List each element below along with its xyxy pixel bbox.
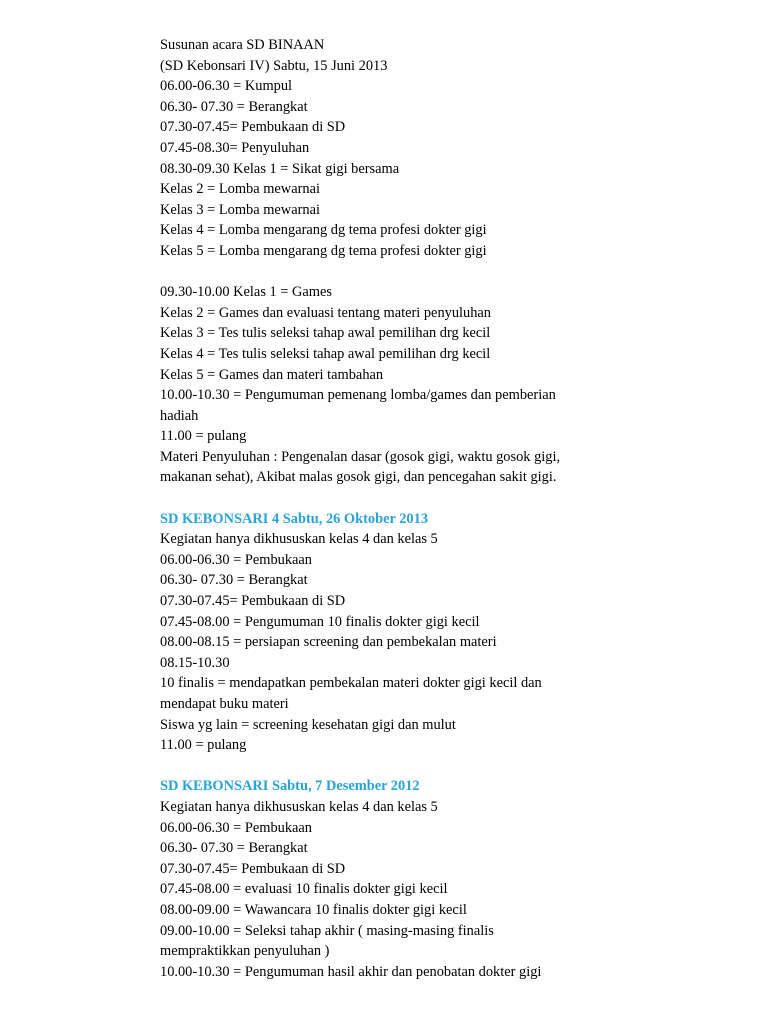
blank-line [160, 488, 750, 509]
text-line: 06.00-06.30 = Kumpul [160, 78, 293, 95]
text-line: makanan sehat), Akibat malas gosok gigi, dan pencegahan sakit gigi. [160, 469, 557, 486]
text-line: (SD Kebonsari IV) Sabtu, 15 Juni 2013 [160, 57, 388, 74]
section-heading: SD KEBONSARI Sabtu, 7 Desember 2012 [160, 778, 420, 795]
text-line: Susunan acara SD BINAAN [160, 37, 325, 53]
text-line: 10.00-10.30 = Pengumuman hasil akhir dan penobatan dokter gigi [160, 963, 542, 980]
text-line: 08.00-08.15 = persiapan screening dan pembekalan materi [160, 634, 497, 651]
text-line: 07.30-07.45= Pembukaan di SD [160, 593, 346, 610]
text-line: Kegiatan hanya dikhususkan kelas 4 dan kelas 5 [160, 798, 438, 815]
text-line: 08.00-09.00 = Wawancara 10 finalis dokter gigi kecil [160, 901, 467, 918]
blank-line [160, 262, 750, 283]
text-line: Kelas 2 = Games dan evaluasi tentang materi penyuluhan [160, 304, 491, 321]
text-line: 06.00-06.30 = Pembukaan [160, 819, 313, 836]
text-line: 07.45-08.00 = evaluasi 10 finalis dokter gigi kecil [160, 881, 448, 898]
text-line: 07.30-07.45= Pembukaan di SD [160, 860, 346, 877]
text-line: Kegiatan hanya dikhususkan kelas 4 dan kelas 5 [160, 531, 438, 548]
section-heading: SD KEBONSARI 4 Sabtu, 26 Oktober 2013 [160, 510, 429, 527]
text-line: 07.30-07.45= Pembukaan di SD [160, 119, 346, 136]
schedule-section-2 [160, 509, 750, 756]
text-line: 06.00-06.30 = Pembukaan [160, 551, 313, 568]
text-line: 07.45-08.00 = Pengumuman 10 finalis dokter gigi kecil [160, 613, 480, 630]
text-line: 10 finalis = mendapatkan pembekalan materi dokter gigi kecil dan [160, 675, 542, 692]
text-line: 07.45-08.30= Penyuluhan [160, 139, 310, 156]
text-line: 09.00-10.00 = Seleksi tahap akhir ( masing-masing finalis [160, 922, 494, 939]
text-line: 09.30-10.00 Kelas 1 = Games [160, 284, 332, 301]
text-line: Kelas 5 = Lomba mengarang dg tema profesi dokter gigi [160, 242, 487, 259]
text-line: hadiah [160, 407, 199, 424]
text-line: Materi Penyuluhan : Pengenalan dasar (gosok gigi, waktu gosok gigi, [160, 448, 561, 465]
text-line: Kelas 4 = Lomba mengarang dg tema profesi dokter gigi [160, 222, 487, 239]
text-line: 06.30- 07.30 = Berangkat [160, 840, 308, 857]
text-line: Kelas 2 = Lomba mewarnai [160, 181, 320, 198]
text-line: Kelas 4 = Tes tulis seleksi tahap awal pemilihan drg kecil [160, 345, 491, 362]
schedule-section-3 [160, 776, 750, 982]
text-line: Kelas 5 = Games dan materi tambahan [160, 366, 384, 383]
text-line: 11.00 = pulang [160, 428, 247, 445]
blank-line [160, 756, 750, 777]
text-line: 06.30- 07.30 = Berangkat [160, 98, 308, 115]
text-line: Kelas 3 = Tes tulis seleksi tahap awal pemilihan drg kecil [160, 325, 491, 342]
text-line: 08.15-10.30 [160, 654, 230, 671]
schedule-section-1 [160, 35, 750, 488]
text-line: mendapat buku materi [160, 696, 289, 712]
text-line: Kelas 3 = Lomba mewarnai [160, 201, 320, 218]
text-line: mempraktikkan penyuluhan ) [160, 943, 330, 960]
document-body [160, 35, 750, 982]
text-line: 11.00 = pulang [160, 737, 247, 754]
text-line: 10.00-10.30 = Pengumuman pemenang lomba/games dan pemberian [160, 387, 556, 404]
text-line: Siswa yg lain = screening kesehatan gigi dan mulut [160, 716, 456, 733]
text-line: 08.30-09.30 Kelas 1 = Sikat gigi bersama [160, 160, 400, 177]
text-line: 06.30- 07.30 = Berangkat [160, 572, 308, 589]
